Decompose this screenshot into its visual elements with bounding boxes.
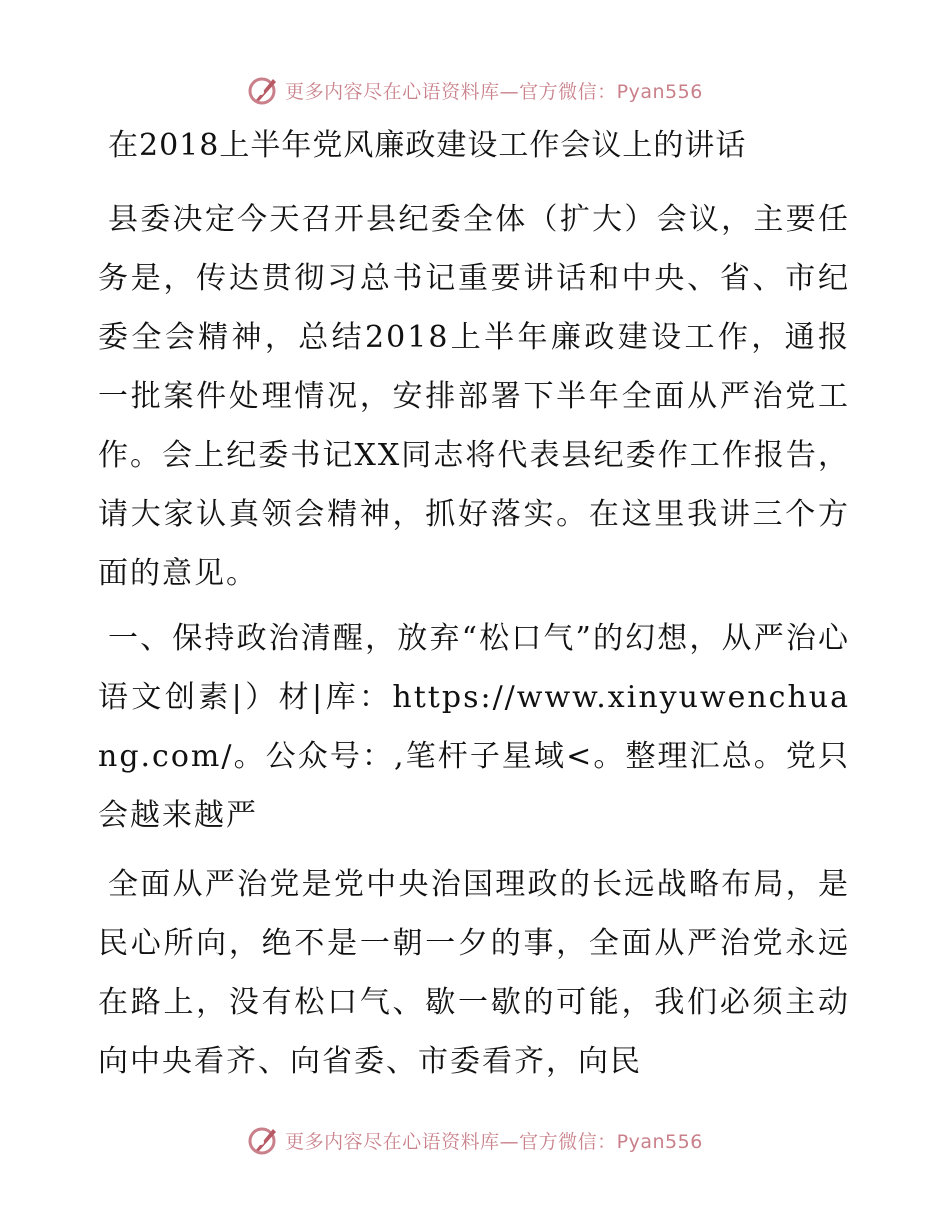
paragraph: 全面从严治党是党中央治国理政的长远战略布局，是民心所向，绝不是一朝一夕的事，全面从严治党永远在路上，没有松口气、歇一歇的可能，我们必须主动向中央看齐、向省委、市委看齐，向民	[98, 867, 850, 1079]
quill-pen-logo-icon	[247, 1124, 279, 1156]
watermark-text: 更多内容尽在心语资料库—官方微信：Pyan556	[285, 80, 703, 103]
paragraph: 一、保持政治清醒，放弃“松口气”的幻想，从严治心语文创素|）材|库：https://www.xinyuwenchuang.com/。公众号：,笔杆子星域<。整理汇总。党只会越来越严	[98, 621, 850, 833]
watermark-header	[0, 70, 950, 110]
quill-pen-logo-icon	[247, 74, 279, 106]
document-body	[98, 126, 850, 1091]
watermark-footer	[0, 1120, 950, 1160]
watermark-text: 更多内容尽在心语资料库—官方微信：Pyan556	[285, 1130, 703, 1153]
paragraph: 县委决定今天召开县纪委全体（扩大）会议，主要任务是，传达贯彻习总书记重要讲话和中央、省、市纪委全会精神，总结2018上半年廉政建设工作，通报一批案件处理情况，安排部署下半年全面从严治党工作。会上纪委书记XX同志将代表县纪委作工作报告，请大家认真领会精神，抓好落实。在这里我讲三个方面的意见。	[98, 202, 850, 591]
document-title: 在2018上半年党风廉政建设工作会议上的讲话	[108, 128, 747, 163]
